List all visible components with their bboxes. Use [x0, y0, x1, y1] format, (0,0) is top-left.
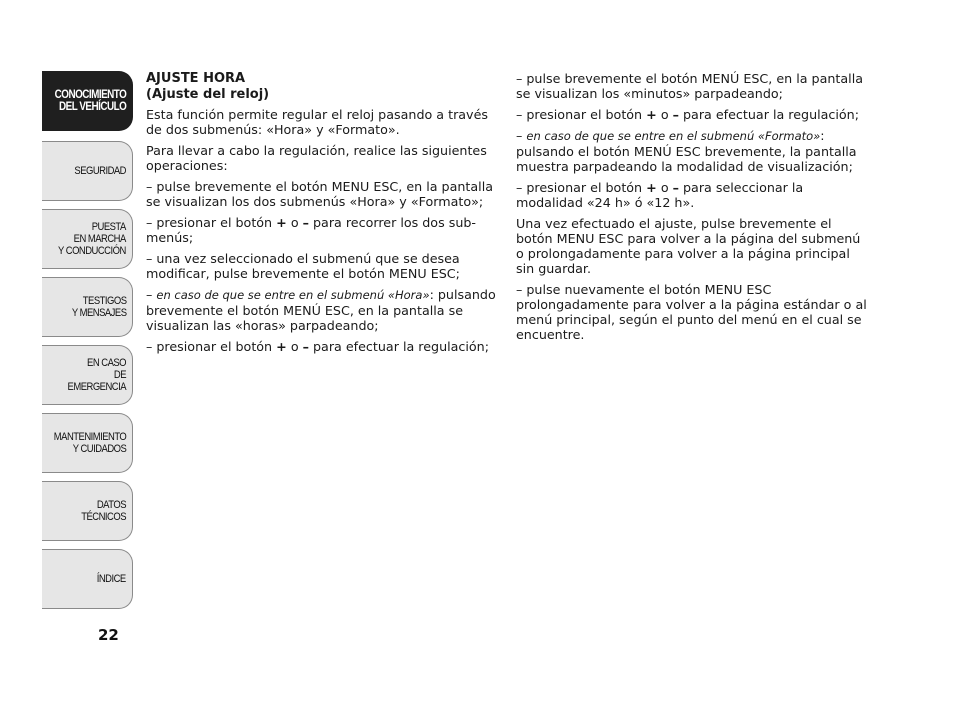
plus-symbol: + [646, 107, 657, 122]
paragraph [516, 180, 868, 210]
chapter-tabs [42, 71, 133, 617]
text-run: o [656, 107, 673, 122]
tab-label: MANTENIMIENTO Y CUIDADOS [53, 431, 126, 455]
tab-conocimiento-del-vehiculo[interactable] [42, 71, 133, 131]
tab-label: TESTIGOS Y MENSAJES [71, 295, 126, 319]
text-run: – [146, 287, 157, 302]
text-run: para efectuar la regulación; [678, 107, 859, 122]
paragraph [146, 339, 498, 354]
tab-en-caso-de-emergencia[interactable] [42, 345, 133, 405]
section-subtitle: (Ajuste del reloj) [146, 87, 270, 102]
tab-label: PUESTA EN MARCHA Y CONDUCCIÓN [58, 221, 126, 257]
tab-label: ÍNDICE [97, 573, 126, 585]
minus-symbol: – [672, 180, 679, 195]
italic-text: en caso de que se entre en el submenú «Formato» [526, 129, 821, 143]
right-column [516, 71, 868, 348]
paragraph: Para llevar a cabo la regulación, realice las siguientes operaciones: [146, 143, 487, 173]
tab-label: SEGURIDAD [74, 165, 126, 177]
minus-symbol: – [302, 215, 309, 230]
text-run: – presionar el botón [146, 339, 277, 354]
text-run: para recorrer los dos sub-menús; [146, 215, 476, 245]
tab-testigos-y-mensajes[interactable] [42, 277, 133, 337]
paragraph [146, 215, 498, 245]
tab-label: EN CASO DE EMERGENCIA [67, 357, 126, 393]
text-run: : pulsando brevemente el botón MENÚ ESC, en la pantalla se visualizan las «horas» parpadeando; [146, 287, 496, 333]
tab-indice[interactable] [42, 549, 133, 609]
text-run: o [656, 180, 673, 195]
section-heading [146, 71, 498, 103]
page-number: 22 [98, 626, 119, 644]
tab-label: DATOS TÉCNICOS [81, 499, 126, 523]
text-run: – [516, 128, 527, 143]
text-run: o [286, 215, 303, 230]
tab-mantenimiento[interactable] [42, 413, 133, 473]
paragraph [516, 107, 868, 122]
plus-symbol: + [276, 215, 287, 230]
italic-text: en caso de que se entre en el submenú «Hora» [156, 288, 430, 302]
text-run: o [286, 339, 303, 354]
text-run: – presionar el botón [146, 215, 277, 230]
text-run: – presionar el botón [516, 107, 647, 122]
paragraph [146, 287, 498, 333]
tab-datos-tecnicos[interactable] [42, 481, 133, 541]
plus-symbol: + [646, 180, 657, 195]
text-run: para seleccionar la modalidad «24 h» ó «12 h». [516, 180, 804, 210]
paragraph: – pulse brevemente el botón MENÚ ESC, en la pantalla se visualizan los «minutos» parpadeando; [516, 71, 863, 101]
tab-seguridad[interactable] [42, 141, 133, 201]
tab-label: CONOCIMIENTO DEL VEHÍCULO [54, 89, 126, 113]
tab-puesta-en-marcha[interactable] [42, 209, 133, 269]
paragraph: – pulse brevemente el botón MENU ESC, en la pantalla se visualizan los dos submenús «Hora» y «Formato»; [146, 179, 493, 209]
text-run: para efectuar la regulación; [308, 339, 489, 354]
text-run: – presionar el botón [516, 180, 647, 195]
section-title: AJUSTE HORA [146, 71, 246, 86]
left-column [146, 71, 498, 360]
paragraph: Una vez efectuado el ajuste, pulse brevemente el botón MENU ESC para volver a la página del submenú o prolongadamente para volver a la página principal sin guardar. [516, 216, 861, 276]
text-run: : pulsando el botón MENÚ ESC brevemente, la pantalla muestra parpadeando la modalidad de visualización; [516, 128, 857, 174]
minus-symbol: – [302, 339, 309, 354]
paragraph: Esta función permite regular el reloj pasando a través de dos submenús: «Hora» y «Formato». [146, 107, 488, 137]
minus-symbol: – [672, 107, 679, 122]
paragraph: – una vez seleccionado el submenú que se desea modificar, pulse brevemente el botón MENU ESC; [146, 251, 460, 281]
paragraph: – pulse nuevamente el botón MENU ESC prolongadamente para volver a la página estándar o al menú principal, según el punto del menú en el cual se encuentre. [516, 282, 867, 342]
paragraph [516, 128, 868, 174]
plus-symbol: + [276, 339, 287, 354]
